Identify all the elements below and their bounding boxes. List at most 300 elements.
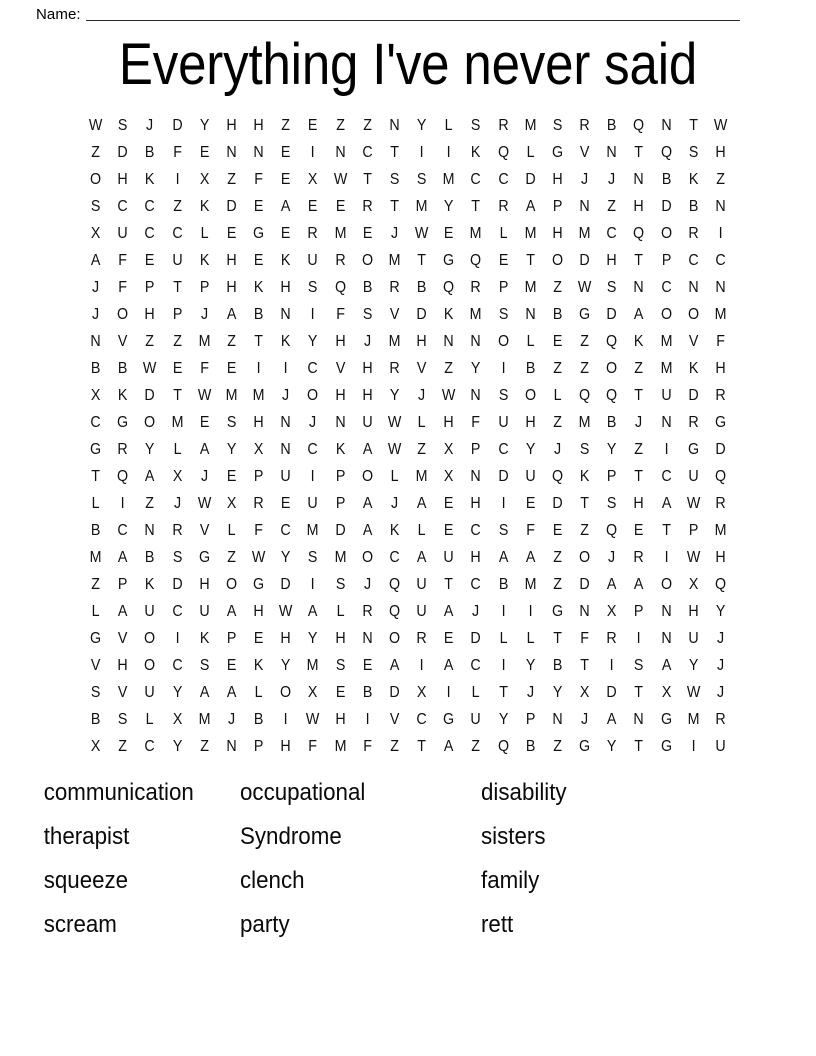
grid-letter[interactable]: D [552,495,563,512]
grid-letter[interactable]: U [307,495,319,512]
grid-letter[interactable]: L [444,117,453,134]
grid-letter[interactable]: I [501,495,506,512]
grid-letter[interactable]: P [335,468,345,485]
grid-letter[interactable]: E [552,522,563,539]
grid-letter[interactable]: Y [172,684,182,701]
grid-letter[interactable]: Y [145,441,155,458]
grid-letter[interactable]: J [146,117,154,134]
grid-letter[interactable]: V [688,333,699,350]
grid-letter[interactable]: L [526,333,535,350]
grid-letter[interactable]: I [691,738,696,755]
word-list-item[interactable]: sisters [481,823,546,850]
grid-letter[interactable]: M [524,117,537,134]
grid-letter[interactable]: T [390,198,399,215]
grid-letter[interactable]: N [443,333,454,350]
grid-letter[interactable]: L [499,630,508,647]
grid-letter[interactable]: R [117,441,128,458]
grid-letter[interactable]: W [279,603,293,620]
grid-letter[interactable]: X [607,603,617,620]
grid-letter[interactable]: L [91,495,100,512]
grid-letter[interactable]: L [173,441,182,458]
grid-letter[interactable]: I [501,360,506,377]
grid-letter[interactable]: N [715,279,726,296]
grid-letter[interactable]: H [253,603,264,620]
grid-letter[interactable]: M [225,387,238,404]
grid-letter[interactable]: N [226,738,237,755]
grid-letter[interactable]: Y [607,441,617,458]
grid-letter[interactable]: E [498,252,508,269]
grid-letter[interactable]: E [226,468,237,485]
grid-letter[interactable]: Z [553,549,562,566]
grid-letter[interactable]: Z [227,549,236,566]
grid-letter[interactable]: S [226,414,237,431]
grid-letter[interactable]: H [334,711,346,728]
grid-letter[interactable]: T [553,630,562,647]
grid-letter[interactable]: W [686,684,701,701]
grid-letter[interactable]: T [634,684,644,701]
grid-letter[interactable]: Z [91,576,100,593]
grid-letter[interactable]: A [525,549,536,566]
grid-letter[interactable]: C [117,522,128,539]
grid-letter[interactable]: N [362,630,373,647]
grid-letter[interactable]: K [145,171,155,188]
grid-letter[interactable]: S [498,387,508,404]
grid-letter[interactable]: O [361,252,373,269]
grid-letter[interactable]: H [280,738,291,755]
grid-letter[interactable]: Y [416,117,427,134]
grid-letter[interactable]: B [607,414,617,431]
grid-letter[interactable]: X [688,576,699,593]
word-list-item[interactable]: Syndrome [240,823,342,850]
word-list-item[interactable]: squeeze [43,867,129,894]
grid-letter[interactable]: K [199,252,210,269]
grid-letter[interactable]: D [280,576,291,593]
grid-letter[interactable]: S [498,306,508,323]
grid-letter[interactable]: Y [226,441,237,458]
grid-letter[interactable]: G [90,441,102,458]
grid-letter[interactable]: L [254,684,263,701]
grid-letter[interactable]: G [660,711,672,728]
grid-letter[interactable]: R [498,198,509,215]
grid-letter[interactable]: G [253,576,265,593]
grid-letter[interactable]: E [525,495,536,512]
grid-letter[interactable]: D [334,522,346,539]
grid-letter[interactable]: H [715,360,726,377]
grid-letter[interactable]: M [307,657,319,674]
grid-letter[interactable]: P [226,630,237,647]
grid-letter[interactable]: A [661,495,671,512]
grid-letter[interactable]: E [444,522,454,539]
grid-letter[interactable]: M [388,333,401,350]
grid-letter[interactable]: J [635,414,643,431]
grid-letter[interactable]: I [419,657,424,674]
grid-letter[interactable]: E [444,630,454,647]
grid-letter[interactable]: N [715,198,726,215]
grid-letter[interactable]: U [688,630,699,647]
grid-letter[interactable]: I [283,360,288,377]
grid-letter[interactable]: A [416,495,427,512]
grid-letter[interactable]: E [253,198,264,215]
grid-letter[interactable]: T [91,468,100,485]
grid-letter[interactable]: W [197,387,212,404]
grid-letter[interactable]: J [390,495,399,512]
grid-letter[interactable]: I [310,468,315,485]
grid-letter[interactable]: J [472,603,480,620]
grid-letter[interactable]: Q [633,225,645,242]
grid-letter[interactable]: F [335,306,345,323]
grid-letter[interactable]: S [688,144,699,161]
grid-letter[interactable]: Z [281,117,291,134]
grid-letter[interactable]: J [363,576,371,593]
grid-letter[interactable]: C [688,252,699,269]
grid-letter[interactable]: A [362,495,373,512]
grid-letter[interactable]: D [117,144,128,161]
grid-letter[interactable]: L [472,684,480,701]
grid-letter[interactable]: G [579,306,591,323]
grid-letter[interactable]: A [607,576,617,593]
grid-letter[interactable]: C [307,441,319,458]
grid-letter[interactable]: I [419,144,424,161]
grid-letter[interactable]: G [551,603,564,620]
grid-letter[interactable]: L [390,468,399,485]
grid-letter[interactable]: Q [606,387,618,404]
grid-letter[interactable]: Z [580,333,590,350]
grid-letter[interactable]: I [365,711,370,728]
grid-letter[interactable]: Y [281,549,291,566]
grid-letter[interactable]: H [253,414,264,431]
grid-letter[interactable]: J [200,468,208,485]
grid-letter[interactable]: H [688,603,699,620]
word-list-item[interactable]: scream [43,911,117,938]
grid-letter[interactable]: A [199,441,210,458]
grid-letter[interactable]: B [552,306,563,323]
grid-letter[interactable]: Q [497,738,509,755]
grid-letter[interactable]: J [92,279,100,296]
grid-letter[interactable]: S [607,279,617,296]
grid-letter[interactable]: Z [362,117,372,134]
grid-letter[interactable]: Z [634,360,644,377]
grid-letter[interactable]: H [334,387,346,404]
grid-letter[interactable]: S [90,684,101,701]
grid-letter[interactable]: A [607,711,617,728]
grid-letter[interactable]: J [92,306,100,323]
grid-letter[interactable]: H [253,117,264,134]
grid-letter[interactable]: L [336,603,345,620]
grid-letter[interactable]: F [172,144,182,161]
grid-letter[interactable]: N [661,603,672,620]
grid-letter[interactable]: F [254,522,263,539]
grid-letter[interactable]: N [280,414,291,431]
grid-letter[interactable]: F [308,738,318,755]
grid-letter[interactable]: N [633,711,645,728]
grid-letter[interactable]: W [387,441,402,458]
grid-letter[interactable]: K [579,468,590,485]
grid-letter[interactable]: K [117,387,128,404]
grid-letter[interactable]: T [444,576,454,593]
grid-letter[interactable]: U [144,603,156,620]
grid-letter[interactable]: R [715,711,726,728]
grid-letter[interactable]: I [446,684,451,701]
grid-letter[interactable]: H [334,630,346,647]
grid-letter[interactable]: E [226,225,237,242]
grid-letter[interactable]: S [199,657,210,674]
grid-letter[interactable]: S [579,441,590,458]
grid-letter[interactable]: W [88,117,103,134]
grid-letter[interactable]: W [387,414,402,431]
grid-letter[interactable]: I [664,549,669,566]
grid-letter[interactable]: F [362,738,372,755]
grid-letter[interactable]: Y [525,441,536,458]
grid-letter[interactable]: I [310,576,315,593]
grid-letter[interactable]: D [715,441,726,458]
grid-letter[interactable]: H [226,252,237,269]
grid-letter[interactable]: O [225,576,237,593]
grid-letter[interactable]: B [607,117,617,134]
grid-letter[interactable]: C [144,225,156,242]
grid-letter[interactable]: O [687,306,699,323]
grid-letter[interactable]: E [281,495,291,512]
grid-letter[interactable]: H [280,630,291,647]
grid-letter[interactable]: M [714,306,727,323]
grid-letter[interactable]: S [552,117,563,134]
grid-letter[interactable]: I [637,630,641,647]
grid-letter[interactable]: A [525,198,536,215]
grid-letter[interactable]: R [389,360,400,377]
grid-letter[interactable]: R [362,603,373,620]
grid-letter[interactable]: O [144,414,156,431]
word-list-item[interactable]: clench [240,867,305,894]
grid-letter[interactable]: U [416,603,427,620]
grid-letter[interactable]: O [579,549,591,566]
grid-letter[interactable]: J [716,630,725,647]
grid-letter[interactable]: M [334,549,347,566]
grid-letter[interactable]: A [226,306,237,323]
grid-letter[interactable]: H [715,549,726,566]
grid-letter[interactable]: R [362,198,373,215]
grid-letter[interactable]: R [633,549,645,566]
grid-letter[interactable]: D [579,576,590,593]
grid-letter[interactable]: D [171,117,183,134]
grid-letter[interactable]: T [254,333,263,350]
grid-letter[interactable]: A [389,657,400,674]
grid-letter[interactable]: A [444,738,454,755]
grid-letter[interactable]: Z [634,441,644,458]
grid-letter[interactable]: S [607,495,617,512]
grid-letter[interactable]: R [470,279,482,296]
grid-letter[interactable]: S [117,711,128,728]
grid-letter[interactable]: L [417,414,426,431]
grid-letter[interactable]: Q [660,144,672,161]
grid-letter[interactable]: Z [145,333,155,350]
grid-letter[interactable]: J [608,549,616,566]
grid-letter[interactable]: M [198,333,211,350]
grid-letter[interactable]: R [389,279,400,296]
grid-letter[interactable]: E [226,657,237,674]
grid-letter[interactable]: N [579,603,590,620]
grid-letter[interactable]: H [362,387,373,404]
grid-letter[interactable]: S [389,171,400,188]
grid-letter[interactable]: B [661,171,671,188]
grid-letter[interactable]: R [334,252,346,269]
grid-letter[interactable]: T [634,252,644,269]
grid-letter[interactable]: R [606,630,618,647]
grid-letter[interactable]: G [551,144,564,161]
grid-letter[interactable]: J [363,333,371,350]
grid-letter[interactable]: N [226,144,237,161]
grid-letter[interactable]: A [281,198,291,215]
grid-letter[interactable]: O [307,387,319,404]
grid-letter[interactable]: J [173,495,181,512]
grid-letter[interactable]: C [144,738,156,755]
grid-letter[interactable]: G [579,738,591,755]
grid-letter[interactable]: J [716,684,725,701]
grid-letter[interactable]: Q [388,603,401,620]
grid-letter[interactable]: B [90,711,101,728]
grid-letter[interactable]: P [335,495,345,512]
grid-letter[interactable]: A [661,657,671,674]
grid-letter[interactable]: N [470,333,482,350]
grid-letter[interactable]: S [90,198,101,215]
grid-letter[interactable]: J [282,387,290,404]
grid-letter[interactable]: N [144,522,156,539]
grid-letter[interactable]: E [281,171,291,188]
grid-letter[interactable]: E [308,117,318,134]
grid-letter[interactable]: L [499,225,508,242]
grid-letter[interactable]: Q [579,387,591,404]
grid-letter[interactable]: B [525,360,536,377]
grid-letter[interactable]: I [175,171,180,188]
grid-letter[interactable]: C [715,252,726,269]
grid-letter[interactable]: C [171,225,183,242]
grid-letter[interactable]: G [443,711,455,728]
grid-letter[interactable]: U [171,252,183,269]
grid-letter[interactable]: G [443,252,455,269]
grid-letter[interactable]: D [579,252,590,269]
grid-letter[interactable]: Y [308,630,318,647]
grid-letter[interactable]: T [580,495,590,512]
grid-letter[interactable]: C [416,711,427,728]
grid-letter[interactable]: Y [688,657,699,674]
grid-letter[interactable]: X [90,225,101,242]
grid-letter[interactable]: I [310,144,315,161]
grid-letter[interactable]: D [389,684,400,701]
grid-letter[interactable]: H [334,333,346,350]
grid-letter[interactable]: P [117,576,128,593]
grid-letter[interactable]: I [528,603,533,620]
grid-letter[interactable]: T [172,279,182,296]
grid-letter[interactable]: X [253,441,264,458]
grid-letter[interactable]: Q [443,279,455,296]
word-list-item[interactable]: family [481,867,540,894]
grid-letter[interactable]: Y [308,333,318,350]
grid-letter[interactable]: A [634,306,644,323]
grid-letter[interactable]: M [524,279,537,296]
grid-letter[interactable]: Z [716,171,725,188]
grid-letter[interactable]: X [416,684,427,701]
grid-letter[interactable]: M [415,468,428,485]
grid-letter[interactable]: K [634,333,644,350]
grid-letter[interactable]: H [470,549,482,566]
grid-letter[interactable]: T [417,738,426,755]
word-list-item[interactable]: rett [481,911,514,938]
grid-letter[interactable]: A [90,252,101,269]
grid-letter[interactable]: J [418,387,426,404]
grid-letter[interactable]: U [498,414,509,431]
grid-letter[interactable]: Z [118,738,128,755]
grid-letter[interactable]: R [416,630,427,647]
grid-letter[interactable]: H [552,225,563,242]
grid-letter[interactable]: A [226,684,237,701]
grid-letter[interactable]: G [660,738,672,755]
grid-letter[interactable]: C [606,225,618,242]
grid-letter[interactable]: E [634,522,644,539]
grid-letter[interactable]: H [715,144,726,161]
grid-letter[interactable]: H [633,198,645,215]
grid-letter[interactable]: V [117,630,128,647]
grid-letter[interactable]: B [498,576,508,593]
grid-letter[interactable]: B [362,279,373,296]
grid-letter[interactable]: S [471,117,481,134]
grid-letter[interactable]: M [470,306,482,323]
grid-letter[interactable]: A [199,684,210,701]
grid-letter[interactable]: P [145,279,155,296]
grid-letter[interactable]: R [688,225,699,242]
grid-letter[interactable]: I [283,711,288,728]
grid-letter[interactable]: L [91,603,100,620]
grid-letter[interactable]: Y [199,117,210,134]
grid-letter[interactable]: H [117,657,128,674]
grid-letter[interactable]: R [171,522,183,539]
grid-letter[interactable]: J [581,171,589,188]
grid-letter[interactable]: I [664,441,669,458]
grid-letter[interactable]: T [634,387,644,404]
grid-letter[interactable]: Y [281,657,291,674]
grid-letter[interactable]: H [606,252,618,269]
grid-letter[interactable]: K [281,252,291,269]
grid-letter[interactable]: M [660,360,673,377]
grid-letter[interactable]: B [90,522,101,539]
grid-letter[interactable]: P [199,279,210,296]
grid-letter[interactable]: I [501,657,506,674]
grid-letter[interactable]: F [525,522,535,539]
grid-letter[interactable]: D [171,576,183,593]
grid-letter[interactable]: O [117,306,129,323]
grid-letter[interactable]: H [226,279,237,296]
grid-letter[interactable]: C [470,657,482,674]
grid-letter[interactable]: S [335,657,345,674]
grid-letter[interactable]: X [172,468,182,485]
grid-letter[interactable]: L [553,387,562,404]
grid-letter[interactable]: Z [417,441,426,458]
grid-letter[interactable]: S [335,576,345,593]
grid-letter[interactable]: V [416,360,427,377]
grid-letter[interactable]: V [389,306,400,323]
grid-letter[interactable]: U [416,576,427,593]
grid-letter[interactable]: C [307,360,319,377]
grid-letter[interactable]: U [525,468,536,485]
grid-letter[interactable]: C [470,576,482,593]
grid-letter[interactable]: F [254,171,263,188]
grid-letter[interactable]: F [118,252,128,269]
grid-letter[interactable]: M [171,414,184,431]
grid-letter[interactable]: D [470,630,482,647]
grid-letter[interactable]: E [444,225,454,242]
grid-letter[interactable]: Z [553,414,562,431]
grid-letter[interactable]: A [117,549,128,566]
grid-letter[interactable]: D [661,198,672,215]
grid-letter[interactable]: Z [553,576,562,593]
grid-letter[interactable]: F [199,360,209,377]
